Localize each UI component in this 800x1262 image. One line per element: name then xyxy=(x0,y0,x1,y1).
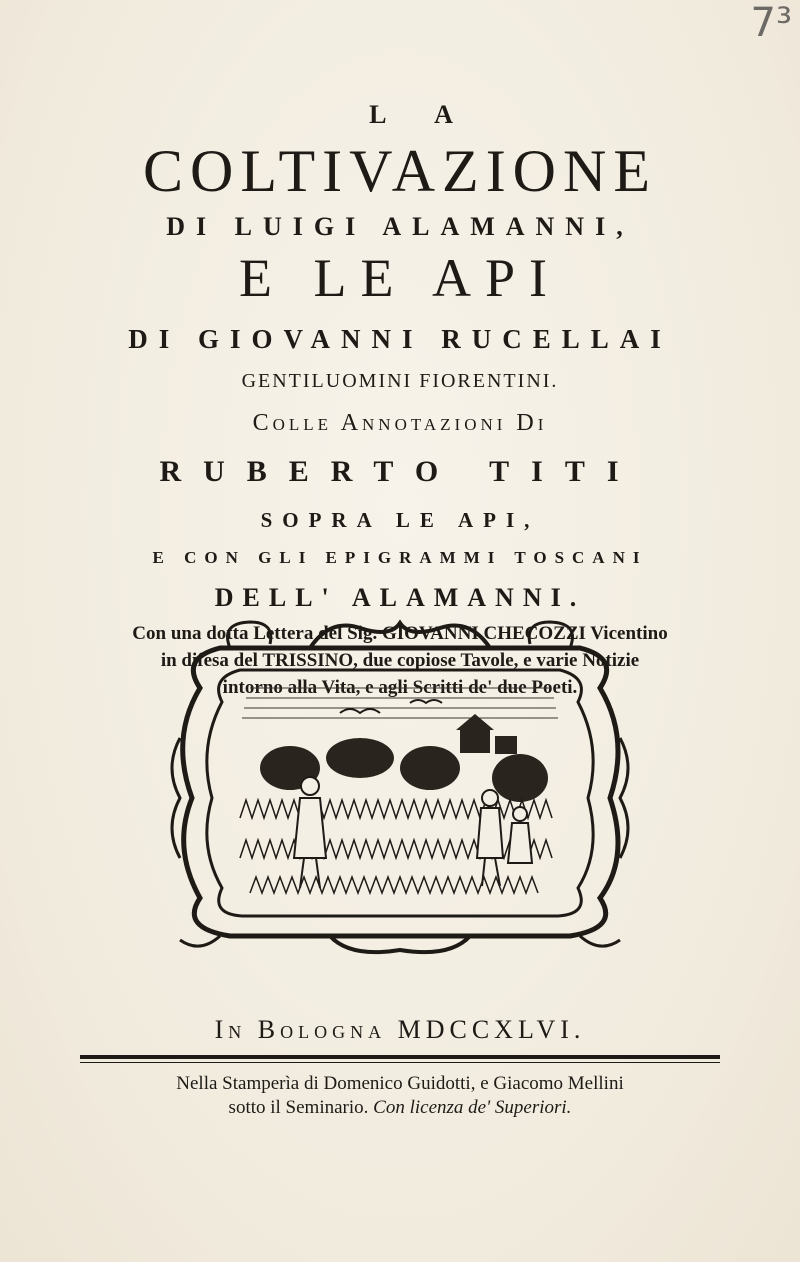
imprint-line-2 xyxy=(80,1096,720,1120)
imprint-rule-thick xyxy=(80,1055,720,1059)
imprint-location: sotto il Seminario. xyxy=(228,1097,369,1118)
title-author-2: DI GIOVANNI RUCELLAI xyxy=(128,324,672,354)
description-line-1: Con una dotta Lettera del Sig. GIOVANNI CHECOZZI Vicentino xyxy=(132,623,668,644)
description-line-3: intorno alla Vita, e agli Scritti de' due Poeti. xyxy=(222,677,578,698)
imprint-rule-thin xyxy=(80,1062,720,1063)
title-main: COLTIVAZIONE xyxy=(143,138,657,204)
imprint-license: Con licenza de' Superiori. xyxy=(373,1097,572,1118)
imprint-place-date: In Bologna MDCCXLVI. xyxy=(214,1015,586,1044)
imprint-printer xyxy=(80,1072,720,1120)
title-annotations: Colle Annotazioni Di xyxy=(252,410,548,436)
title-article: L A xyxy=(369,100,475,129)
description-line-2: in difesa del TRISSINO, due copiose Tavole, e varie Notizie xyxy=(160,650,640,671)
title-epigrams: E CON GLI EPIGRAMMI TOSCANI xyxy=(152,548,648,567)
title-second-work: E LE API xyxy=(239,248,561,308)
title-author-1: DI LUIGI ALAMANNI, xyxy=(166,212,634,241)
imprint-line-1: Nella Stamperìa di Domenico Guidotti, e Giacomo Mellini xyxy=(176,1073,624,1094)
title-authors-desc: GENTILUOMINI FIORENTINI. xyxy=(241,370,559,392)
corner-page-mark: 7³ xyxy=(750,0,792,46)
woodcut-vignette-illustration xyxy=(160,618,640,958)
title-annotator: RUBERTO TITI xyxy=(159,455,641,488)
title-subject: SOPRA LE API, xyxy=(260,508,540,532)
title-epigram-author: DELL' ALAMANNI. xyxy=(214,583,586,612)
